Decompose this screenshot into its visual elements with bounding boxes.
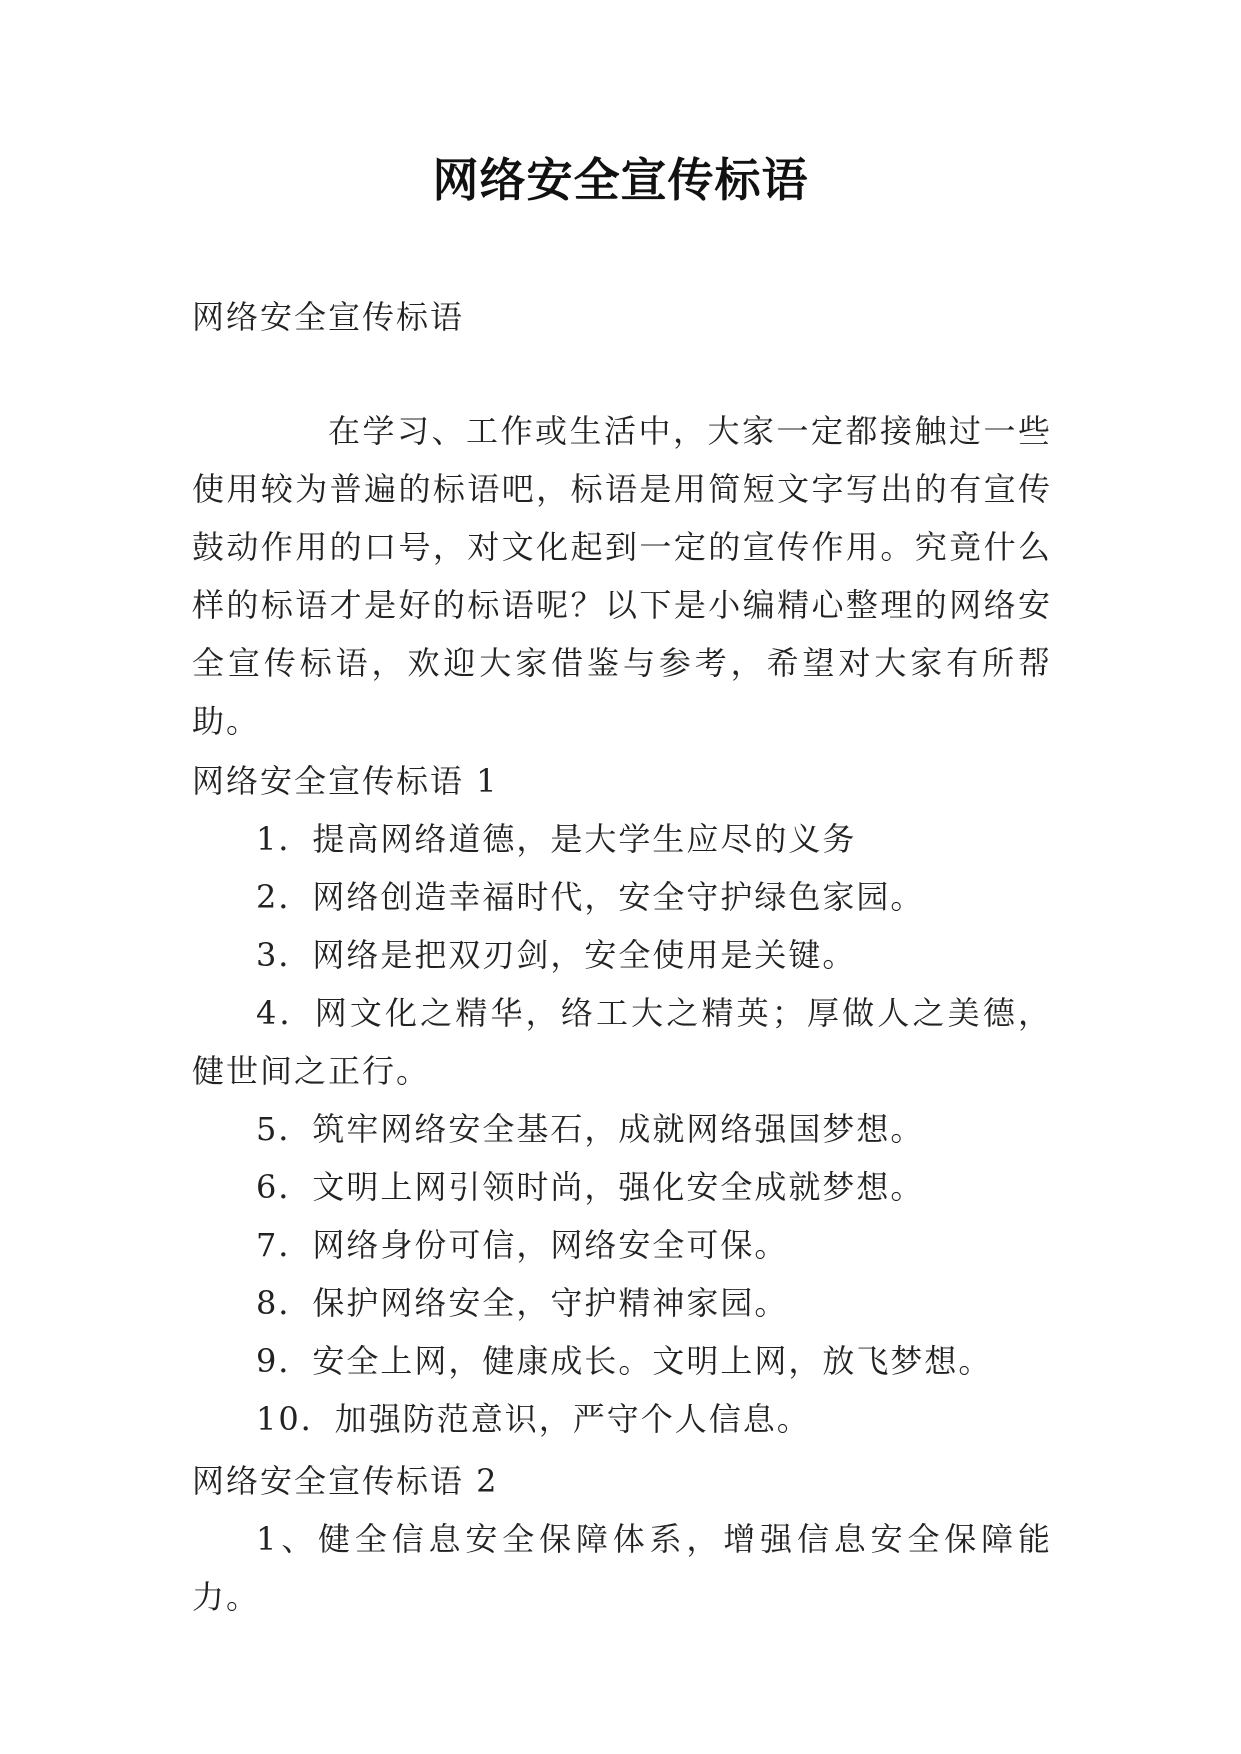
slogan-item: 8．保护网络安全，守护精神家园。 — [256, 1284, 789, 1322]
slogan-item: 1、健全信息安全保障体系，增强信息安全保障能力。 — [192, 1520, 1052, 1616]
slogan-item: 3．网络是把双刃剑，安全使用是关键。 — [256, 936, 857, 974]
intro-paragraph: 在学习、工作或生活中，大家一定都接触过一些使用较为普遍的标语吧，标语是用简短文字写出的有宣传鼓动作用的口号，对文化起到一定的宣传作用。究竟什么样的标语才是好的标语呢？以下是小编精心整理的网络安全宣传标语，欢迎大家借鉴与参考，希望对大家有所帮助。 — [192, 412, 1052, 740]
slogan-item: 10．加强防范意识，严守个人信息。 — [256, 1400, 811, 1438]
slogan-item: 1．提高网络道德，是大学生应尽的义务 — [256, 820, 857, 858]
slogan-section-1 — [192, 752, 1052, 1448]
slogan-item: 2．网络创造幸福时代，安全守护绿色家园。 — [256, 878, 925, 916]
slogan-section-2 — [192, 1452, 1052, 1626]
page-title: 网络安全宣传标语 — [432, 153, 809, 207]
document-subtitle: 网络安全宣传标语 — [192, 298, 465, 336]
slogan-item: 7．网络身份可信，网络安全可保。 — [256, 1226, 789, 1264]
slogan-item: 4．网文化之精华，络工大之精英；厚做人之美德，健世间之正行。 — [192, 994, 1052, 1090]
slogan-item: 5．筑牢网络安全基石，成就网络强国梦想。 — [256, 1110, 925, 1148]
slogan-item: 9．安全上网，健康成长。文明上网，放飞梦想。 — [256, 1342, 993, 1380]
slogan-item: 6．文明上网引领时尚，强化安全成就梦想。 — [256, 1168, 925, 1206]
slogan-list — [192, 810, 1052, 1448]
section-heading: 网络安全宣传标语 2 — [192, 1462, 499, 1500]
slogan-list — [192, 1510, 1052, 1626]
section-heading: 网络安全宣传标语 1 — [192, 762, 499, 800]
